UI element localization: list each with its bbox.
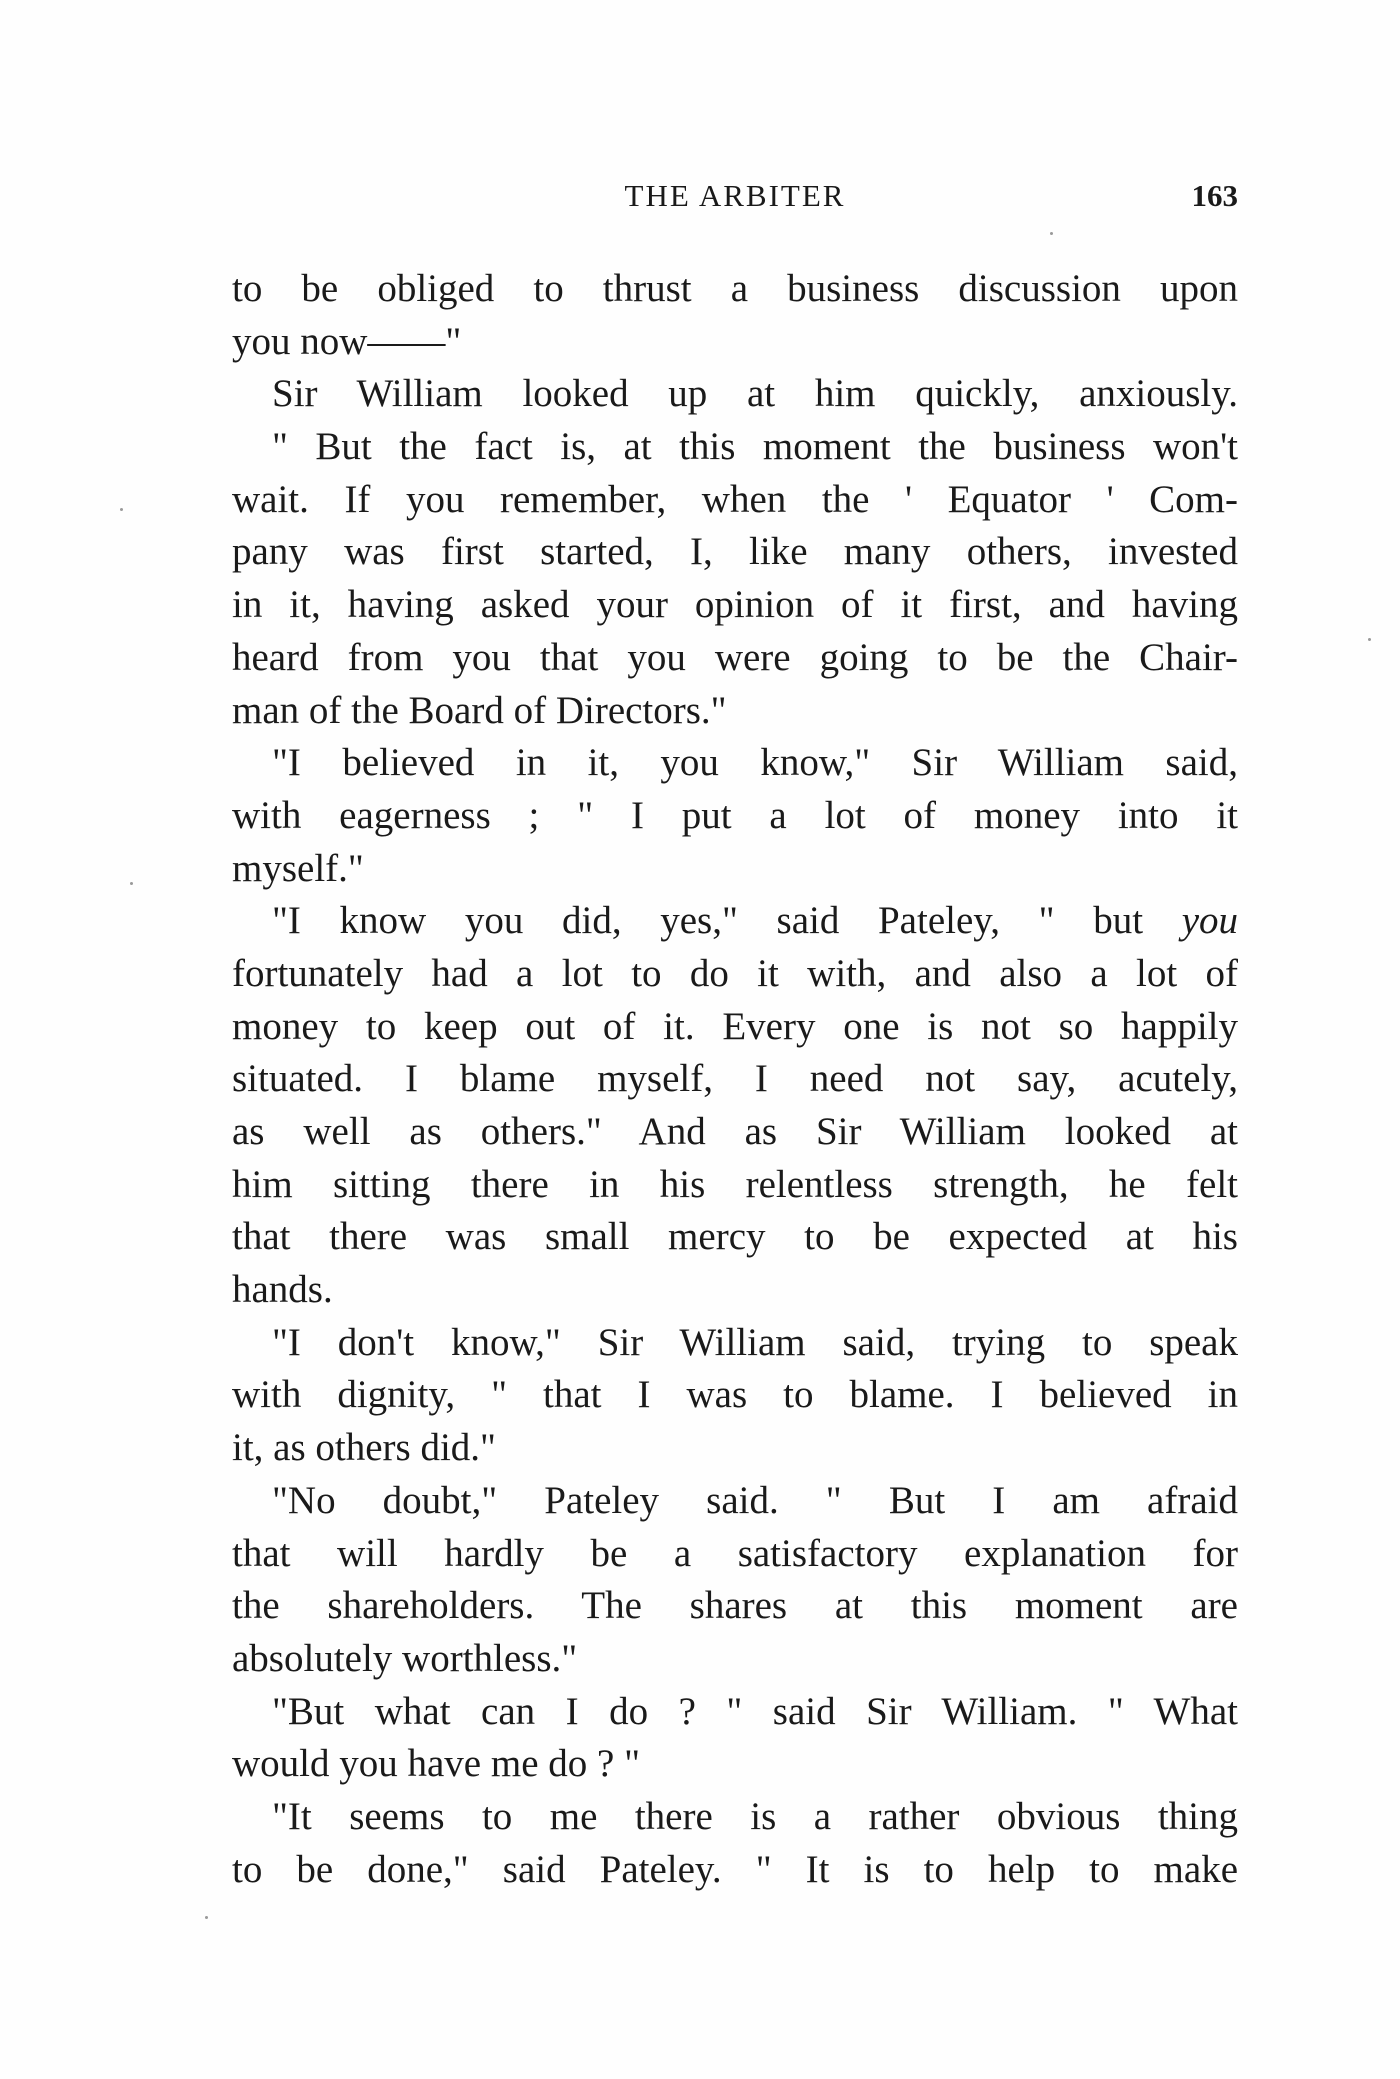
paper-speck [130,882,133,885]
text-line: Sir William looked up at him quickly, anxiously. [272,372,1238,416]
body-text [232,263,1238,1896]
paper-speck [120,508,123,511]
text-line: "No doubt," Pateley said. " But I am afraid [272,1478,1238,1522]
text-line: money to keep out of it. Every one is not so happily [232,1004,1238,1048]
text-line: "I believed in it, you know," Sir William said, [272,741,1238,785]
text-line: wait. If you remember, when the ' Equator ' Com- [232,477,1238,521]
text-line: hands. [232,1268,333,1312]
text-line: you now——" [232,319,462,363]
italic-word: you [1181,899,1238,943]
page-number: 163 [1191,178,1238,213]
text-line: heard from you that you were going to be the Chair- [232,635,1238,679]
text-line: with dignity, " that I was to blame. I believed in [232,1373,1238,1417]
text-line: to be done," said Pateley. " It is to help to make [232,1847,1238,1891]
text-line: it, as others did." [232,1426,496,1470]
paper-speck [1050,232,1053,235]
text-line: as well as others." And as Sir William looked at [232,1110,1238,1153]
paper-speck [1368,638,1371,641]
text-line: in it, having asked your opinion of it first, and having [232,583,1238,627]
text-line: "It seems to me there is a rather obvious thing [272,1794,1238,1838]
text-line: the shareholders. The shares at this moment are [232,1584,1238,1628]
text-line: myself." [232,846,364,890]
text-line: with eagerness ; " I put a lot of money into it [232,793,1238,837]
text-line: that will hardly be a satisfactory explanation for [232,1531,1238,1575]
text-line: to be obliged to thrust a business discussion upon [232,267,1238,310]
text-line: situated. I blame myself, I need not say, acutely, [232,1057,1238,1101]
running-title: THE ARBITER [624,178,846,213]
paper-speck [205,1916,208,1919]
text-line: him sitting there in his relentless strength, he felt [232,1162,1238,1206]
text-line: fortunately had a lot to do it with, and also a lot of [232,951,1238,995]
running-head [232,178,1238,218]
text-line: man of the Board of Directors." [232,688,727,732]
text-line: "I know you did, yes," said Pateley, " but you [272,899,1238,943]
text-line: that there was small mercy to be expected at his [232,1215,1238,1259]
text-line: would you have me do ? " [232,1742,640,1786]
text-line: "But what can I do ? " said Sir William. " What [272,1689,1238,1733]
text-line: " But the fact is, at this moment the business won't [272,425,1238,469]
text-line: absolutely worthless." [232,1636,578,1680]
text-line: pany was first started, I, like many others, invested [232,530,1238,574]
text-line: "I don't know," Sir William said, trying to speak [272,1320,1238,1364]
